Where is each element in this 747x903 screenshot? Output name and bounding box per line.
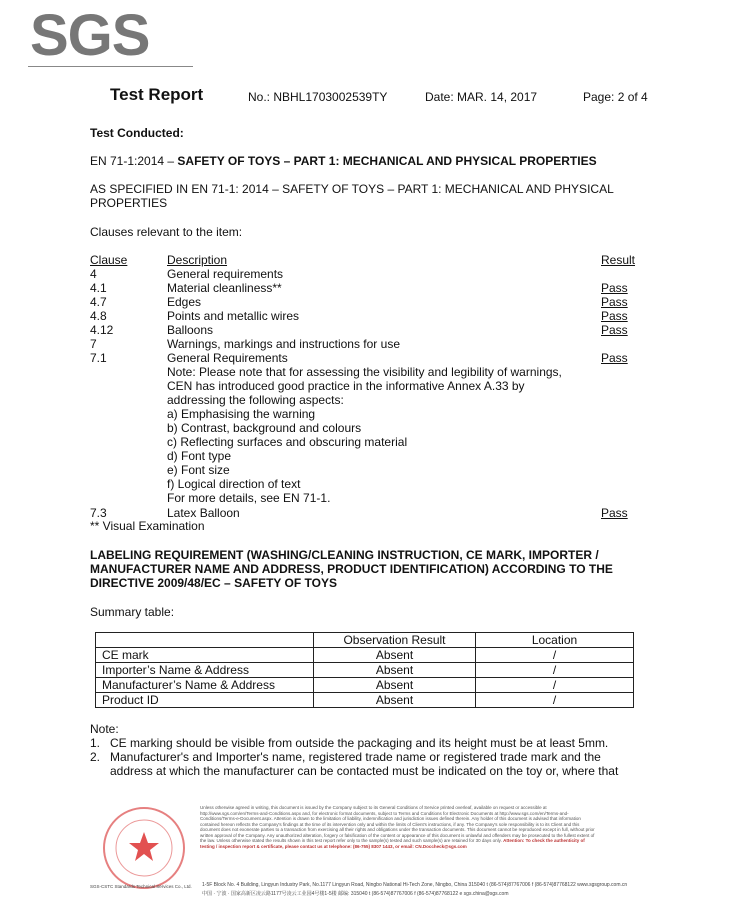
clause-number: 7.1 — [90, 351, 107, 365]
warning-note-line: c) Reflecting surfaces and obscuring material — [167, 435, 408, 449]
sgs-logo: SGS — [30, 3, 150, 68]
table-cell: CE mark — [96, 648, 314, 663]
warning-note-line: addressing the following aspects: — [167, 393, 344, 407]
table-cell: Importer’s Name & Address — [96, 663, 314, 678]
table-cell: Absent — [314, 693, 476, 708]
authenticity-contact: Attention: To check the authenticity of testing / inspection report & certificate, please contact us at telephone: (86-755) 8307 1443, or email: CN.Doccheck@sgs.com — [200, 838, 585, 849]
clause-result: Pass — [601, 506, 628, 520]
clause-description: General Requirements — [167, 351, 288, 365]
note-item: 1. CE marking should be visible from outside the packaging and its height must be at least 5mm. — [90, 736, 609, 750]
table-cell: / — [476, 648, 634, 663]
standard-title-prefix: EN 71-1:2014 – — [90, 154, 178, 168]
report-title: Test Report — [110, 85, 204, 104]
clause-result: Pass — [601, 351, 628, 365]
clause-result: Pass — [601, 323, 628, 337]
company-seal — [96, 806, 196, 892]
table-row — [96, 663, 634, 678]
clause-result: Pass — [601, 295, 628, 309]
disclaimer-text: Unless otherwise agreed in writing, this document is issued by the Company subject to its General Conditions of Service printed overleaf, available on request or accessible at http://www.sgs.com/en/Terms-and-Conditions.aspx and, for electronic format documents, subject to Terms and Conditions for Electronic Documents at http://www.sgs.com/en/Terms-and-Conditions/Terms-e-Document.aspx. Attention is drawn to the limitation of liability, indemnification and jurisdiction issues defined therein. Any holder of this document is advised that information contained hereon reflects the Company's findings at the time of its intervention only and within the limits of Client's instructions, if any. The Company's sole responsibility is to its Client and this document does not exonerate parties to a transaction from exercising all their rights and obligations under the transaction documents. This document cannot be reproduced except in full, without prior written approval of the Company. Any unauthorized alteration, forgery or falsification of the content or appearance of this document is unlawful and offenders may be prosecuted to the fullest extent of the law. Unless otherwise stated the results shown in this test report refer only to the sample(s) tested and such sample(s) are retained for 30 days only. — [200, 805, 595, 843]
note-item: address at which the manufacturer can be contacted must be indicated on the toy or, where that — [90, 764, 619, 778]
note-item: 2. Manufacturer's and Importer's name, registered trade name or registered trade mark and the — [90, 750, 601, 764]
clause-description: Warnings, markings and instructions for use — [167, 337, 400, 351]
table-row — [96, 693, 634, 708]
description-header: Description — [167, 253, 228, 267]
table-cell: Absent — [314, 678, 476, 693]
specified-line-1: AS SPECIFIED IN EN 71-1: 2014 – SAFETY OF TOYS – PART 1: MECHANICAL AND PHYSICAL — [90, 182, 614, 196]
clause-number: 7.3 — [90, 506, 107, 520]
clause-description: Points and metallic wires — [167, 309, 300, 323]
legal-disclaimer — [200, 805, 600, 875]
clause-description: General requirements — [167, 267, 284, 281]
clause-number: 4.7 — [90, 295, 107, 309]
logo-divider — [28, 66, 193, 67]
report-number: No.: NBHL1703002539TY — [248, 90, 388, 104]
seal-caption: SGS-CSTC Standards Technical Services Co., Ltd. — [90, 884, 192, 889]
clause-number: 7 — [90, 337, 97, 351]
clause-result: Pass — [601, 281, 628, 295]
table-cell: Product ID — [96, 693, 314, 708]
warning-note-line: a) Emphasising the warning — [167, 407, 316, 421]
clause-number: 4.12 — [90, 323, 114, 337]
clause-description: Edges — [167, 295, 202, 309]
table-row — [96, 678, 634, 693]
clause-number: 4 — [90, 267, 97, 281]
table-header-cell: Location — [476, 633, 634, 648]
labeling-heading-line: DIRECTIVE 2009/48/EC – SAFETY OF TOYS — [90, 576, 337, 590]
warning-note-line: f) Logical direction of text — [167, 477, 301, 491]
table-cell: Absent — [314, 648, 476, 663]
warning-note-line: For more details, see EN 71-1. — [167, 491, 331, 505]
standard-title — [90, 154, 597, 168]
clause-description: Latex Balloon — [167, 506, 240, 520]
clauses-relevant-label: Clauses relevant to the item: — [90, 225, 243, 239]
test-conducted-heading: Test Conducted: — [90, 126, 184, 140]
warning-note-line: Note: Please note that for assessing the visibility and legibility of warnings, — [167, 365, 562, 379]
standard-title-bold: SAFETY OF TOYS – PART 1: MECHANICAL AND PHYSICAL PROPERTIES — [177, 154, 597, 168]
clause-description: Material cleanliness** — [167, 281, 282, 295]
table-cell: / — [476, 663, 634, 678]
table-cell: / — [476, 693, 634, 708]
warning-note-line: e) Font size — [167, 463, 230, 477]
summary-table-label: Summary table: — [90, 605, 175, 619]
labeling-heading-line: LABELING REQUIREMENT (WASHING/CLEANING INSTRUCTION, CE MARK, IMPORTER / — [90, 548, 599, 562]
table-row — [96, 648, 634, 663]
footer-address-en: 1-5F Block No. 4 Building, Lingyun Industry Park, No.1177 Lingyun Road, Ningbo National Hi-Tech Zone, Ningbo, China 315040 t (86-574)87767006 f (86-574)87768122 www.sgsgroup.com.cn — [202, 882, 628, 888]
summary-table — [95, 632, 634, 708]
clause-number: 4.1 — [90, 281, 107, 295]
clause-header: Clause — [90, 253, 128, 267]
clause-number: 4.8 — [90, 309, 107, 323]
table-cell: / — [476, 678, 634, 693]
note-heading: Note: — [90, 722, 119, 736]
report-date: Date: MAR. 14, 2017 — [425, 90, 538, 104]
result-header: Result — [601, 253, 636, 267]
warning-note-line: CEN has introduced good practice in the informative Annex A.33 by — [167, 379, 525, 393]
table-header-cell — [96, 633, 314, 648]
table-cell: Absent — [314, 663, 476, 678]
warning-note-line: d) Font type — [167, 449, 232, 463]
table-header-row — [96, 633, 634, 648]
table-header-cell: Observation Result — [314, 633, 476, 648]
page-number: Page: 2 of 4 — [583, 90, 648, 104]
labeling-heading-line: MANUFACTURER NAME AND ADDRESS, PRODUCT IDENTIFICATION) ACCORDING TO THE — [90, 562, 613, 576]
clause-description: Balloons — [167, 323, 214, 337]
visual-examination-note: ** Visual Examination — [90, 519, 205, 533]
footer-address-cn: 中国 · 宁波 · 国家高新区凌云路1177号凌云工业园4号楼1-5楼 邮编: 315040 t (86-574)87767006 f (86-574)87768122 e sgs.china@sgs.com — [202, 891, 509, 897]
table-cell: Manufacturer’s Name & Address — [96, 678, 314, 693]
warning-note-line: b) Contrast, background and colours — [167, 421, 362, 435]
specified-line-2: PROPERTIES — [90, 196, 168, 210]
clause-result: Pass — [601, 309, 628, 323]
